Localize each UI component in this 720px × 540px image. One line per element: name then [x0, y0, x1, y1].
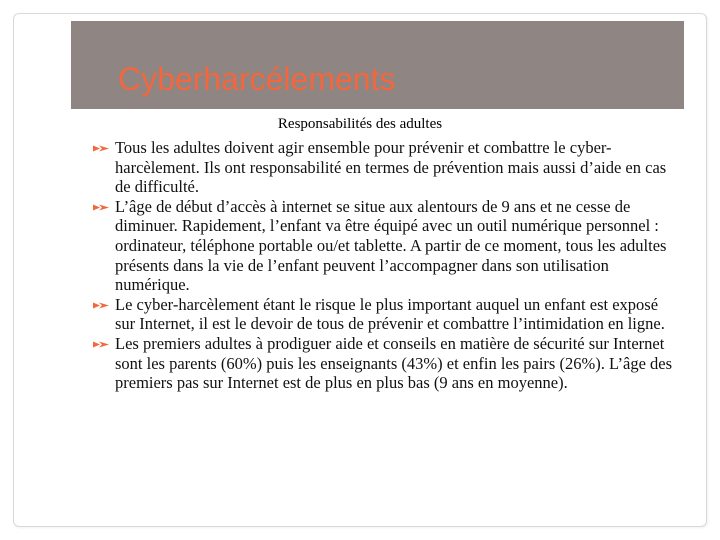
bullet-text: Les premiers adultes à prodiguer aide et conseils en matière de sécurité sur Internet sont les parents (60%) puis les enseignants (43%) et enfin les pairs (26%). L’âge des premiers pas sur Internet est de plus en plus bas (9 ans en moyenne).	[115, 333, 673, 393]
bullet-text: Tous les adultes doivent agir ensemble pour prévenir et combattre le cyber-harcèlement. Ils ont responsabilité en termes de prévention mais aussi d’aide en cas de difficulté.	[115, 138, 667, 197]
slide-title: Cyberharcélements	[118, 61, 396, 97]
bullet-item	[93, 138, 673, 197]
bullet-arrow-icon	[93, 203, 110, 212]
bullet-list	[93, 138, 673, 393]
title-bar	[71, 21, 684, 109]
bullet-arrow-icon	[93, 340, 110, 349]
bullet-item	[93, 197, 673, 295]
bullet-arrow-icon	[93, 144, 110, 153]
slide-subtitle: Responsabilités des adultes	[277, 116, 443, 132]
bullet-text: L’âge de début d’accès à internet se situe aux alentours de 9 ans et ne cesse de diminuer. Rapidement, l’enfant va être équipé avec un outil numérique personnel : ordinateur, téléphone portable ou/et tablette. A partir de ce moment, tous les adultes présents dans la vie de l’enfant peuvent l’accompagner dans son utilisation numérique.	[115, 196, 667, 295]
bullet-item	[93, 334, 673, 393]
bullet-item	[93, 295, 673, 334]
bullet-text: Le cyber-harcèlement étant le risque le plus important auquel un enfant est exposé sur Internet, il est le devoir de tous de prévenir et combattre l’intimidation en ligne.	[115, 294, 665, 334]
bullet-arrow-icon	[93, 301, 110, 310]
